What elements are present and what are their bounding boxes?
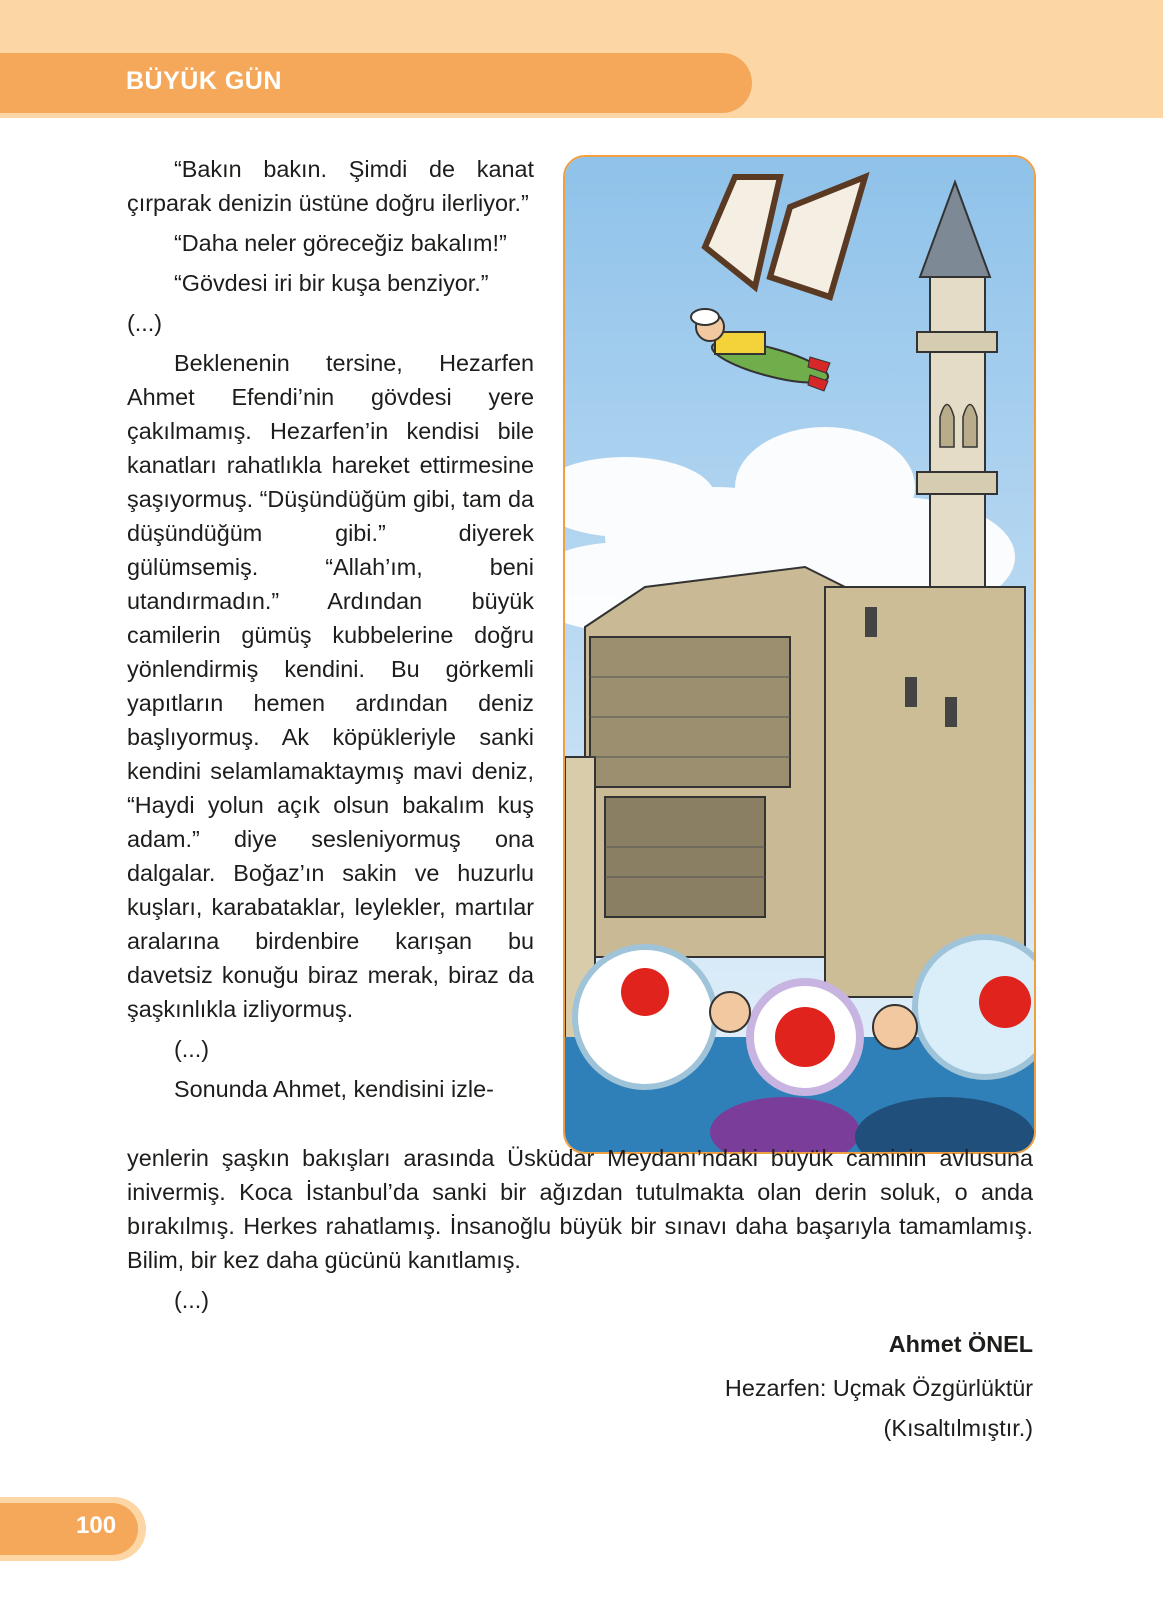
paragraph: “Daha neler göreceğiz bakalım!” — [174, 230, 507, 256]
paragraph: “Bakın bakın. Şimdi de kanat çırparak denizin üstüne doğru ilerliyor.” — [127, 156, 534, 216]
page-number: 100 — [76, 1512, 117, 1539]
page-title: BÜYÜK GÜN — [126, 67, 282, 95]
story-text-column — [127, 152, 534, 1112]
ellipsis: (...) — [174, 1036, 210, 1062]
illustration-drawing — [565, 157, 1034, 1152]
paragraph: “Gövdesi iri bir kuşa benziyor.” — [174, 270, 489, 296]
author-name: Ahmet ÖNEL — [888, 1331, 1033, 1357]
paragraph: yenlerin şaşkın bakışları arasında Üsküdar Meydanı’ndaki büyük caminin avlusuna inivermiş. Koca İstanbul’da sanki bir ağızdan tutulmakta olan derin soluk, o anda bırakılmış. Herkes rahatlamış. İnsanoğlu büyük bir sınavı daha başarıyla tamamlamış. Bilim, bir kez daha gücünü kanıtlamış. — [127, 1145, 1033, 1273]
source-title: Hezarfen: Uçmak Özgürlüktür — [724, 1375, 1033, 1401]
title-bar — [0, 53, 752, 113]
story-text-continuation — [127, 1141, 1033, 1451]
ellipsis: (...) — [174, 1287, 210, 1313]
page-number-tab-inner — [0, 1503, 138, 1555]
abridged-note: (Kısaltılmıştır.) — [883, 1415, 1033, 1441]
hezarfen-illustration — [563, 155, 1036, 1154]
ellipsis: (...) — [127, 310, 163, 336]
paragraph: Sonunda Ahmet, kendisini izle- — [174, 1076, 494, 1102]
paragraph: Beklenenin tersine, Hezarfen Ahmet Efendi’nin gövdesi yere çakılmamış. Hezarfen’in kendisi bile kanatları rahatlıkla hareket ettirmesine şaşıyormuş. “Düşündüğüm gibi, tam da düşündüğüm gibi.” diyerek gülümsemiş. “Allah’ım, beni utandırmadın.” Ardından büyük camilerin gümüş kubbelerine doğru yönlendirmiş kendini. Bu görkemli yapıtların hemen ardından deniz başlıyormuş. Ak köpükleriyle sanki kendini selamlamaktaymış mavi deniz, “Haydi yolun açık olsun bakalım kuş adam.” diye sesleniyormuş ona dalgalar. Boğaz’ın sakin ve huzurlu kuşları, karabataklar, leylekler, martılar aralarına birdenbire karışan bu davetsiz konuğu biraz merak, biraz da şaşkınlıkla izliyormuş. — [127, 350, 534, 1022]
